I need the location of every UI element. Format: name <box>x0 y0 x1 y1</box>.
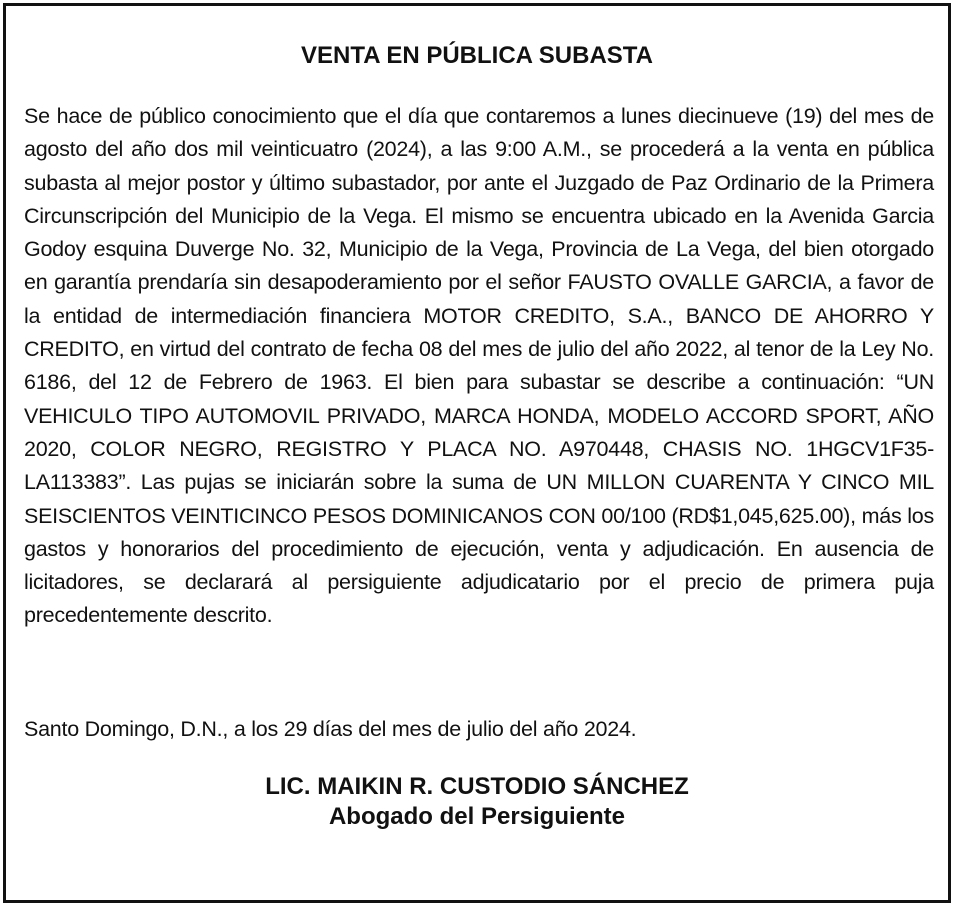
signature-block <box>6 772 948 832</box>
auction-notice <box>3 3 951 903</box>
notice-body: Se hace de público conocimiento que el día que contaremos a lunes diecinueve (19) del mes de agosto del año dos mil veinticuatro (2024), a las 9:00 A.M., se procederá a la venta en pública subasta al mejor postor y último subastador, por ante el Juzgado de Paz Ordinario de la Primera Circunscripción del Municipio de la Vega. El mismo se encuentra ubicado en la Avenida Garcia Godoy esquina Duverge No. 32, Municipio de la Vega, Provincia de La Vega, del bien otorgado en garantía prendaría sin desapoderamiento por el señor FAUSTO OVALLE GARCIA, a favor de la entidad de intermediación financiera MOTOR CREDITO, S.A., BANCO DE AHORRO Y CREDITO, en virtud del contrato de fecha 08 del mes de julio del año 2022, al tenor de la Ley No. 6186, del 12 de Febrero de 1963. El bien para subastar se describe a continuación: “UN VEHICULO TIPO AUTOMOVIL PRIVADO, MARCA HONDA, MODELO ACCORD SPORT, AÑO 2020, COLOR NEGRO, REGISTRO Y PLACA NO. A970448, CHASIS NO. 1HGCV1F35-LA113383”. Las pujas se iniciarán sobre la suma de UN MILLON CUARENTA Y CINCO MIL SEISCIENTOS VEINTICINCO PESOS DOMINICANOS CON 00/100 (RD$1,045,625.00), más los gastos y honorarios del procedimiento de ejecución, venta y adjudicación. En ausencia de licitadores, se declarará al persiguiente adjudicatario por el precio de primera puja precedentemente descrito. <box>24 104 934 628</box>
place-and-date: Santo Domingo, D.N., a los 29 días del mes de julio del año 2024. <box>24 717 637 741</box>
signatory-role: Abogado del Persiguiente <box>328 803 626 830</box>
notice-title: VENTA EN PÚBLICA SUBASTA <box>300 42 653 69</box>
signatory-name: LIC. MAIKIN R. CUSTODIO SÁNCHEZ <box>265 773 689 800</box>
